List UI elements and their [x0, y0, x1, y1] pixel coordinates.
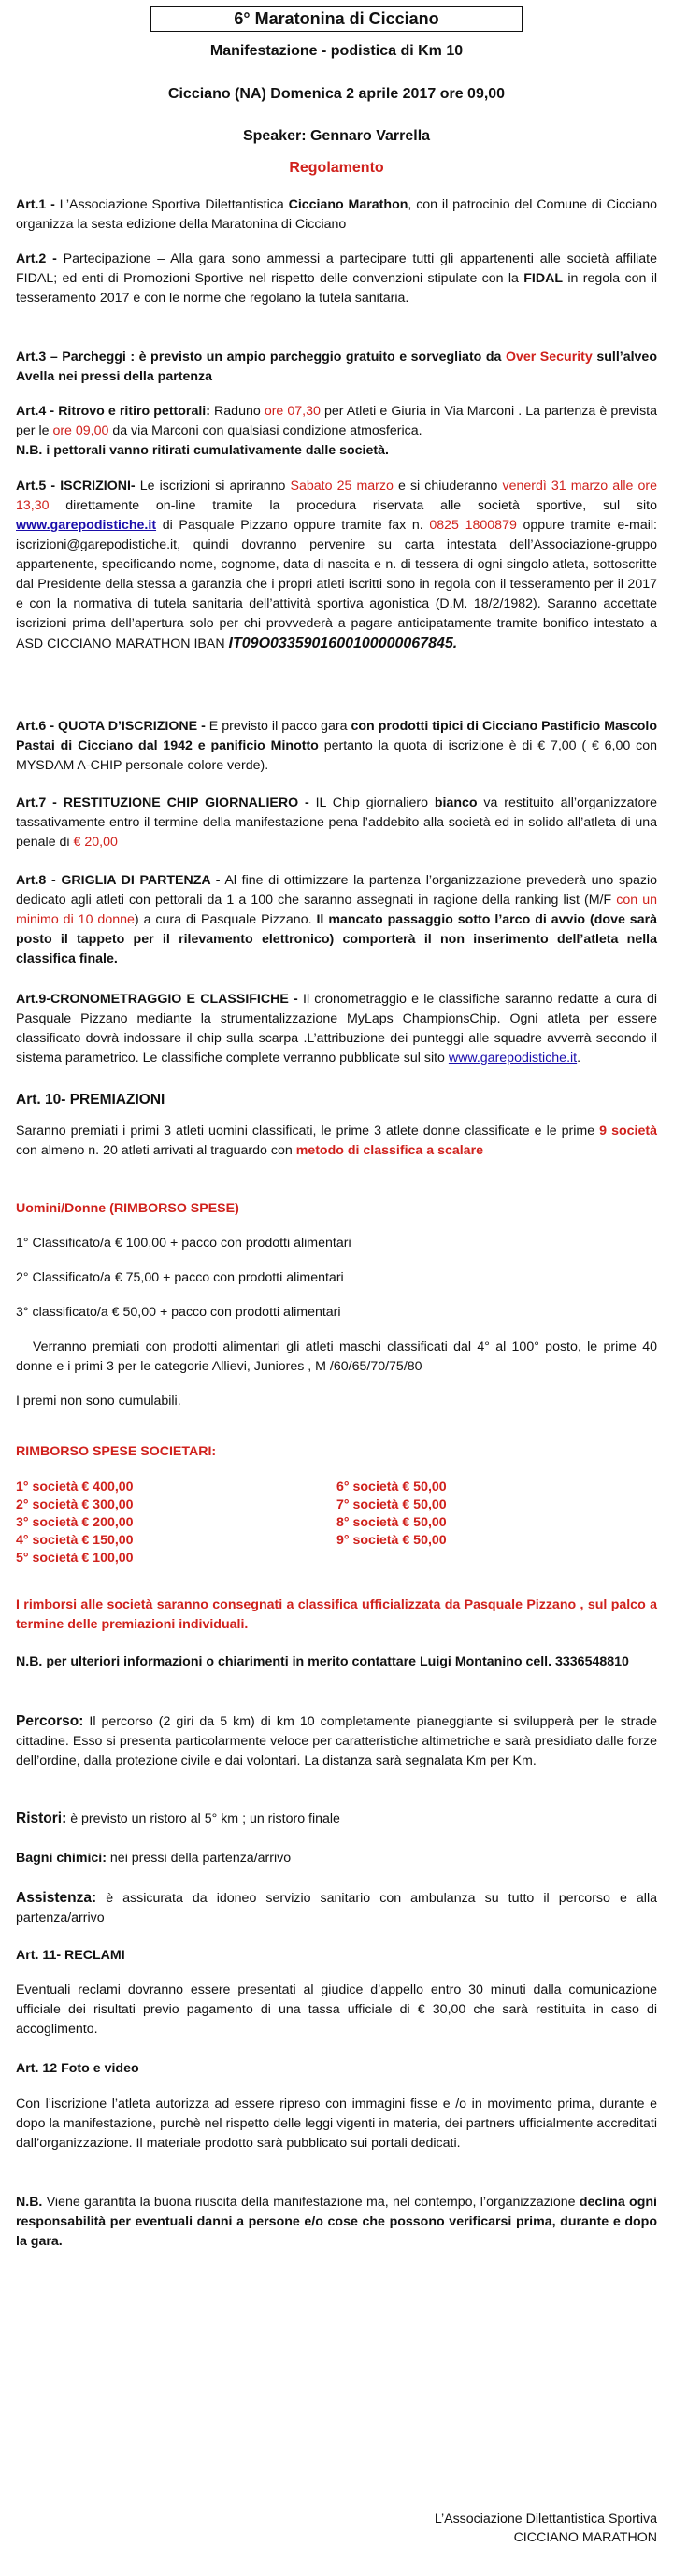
prize-1: 1° Classificato/a € 100,00 + pacco con prodotti alimentari — [16, 1236, 351, 1251]
art-7-label: Art.7 - RESTITUZIONE CHIP GIORNALIERO - — [16, 795, 309, 810]
art-1: Art.1 - L’Associazione Sportiva Dilettantistica Cicciano Marathon, con il patrocinio del Comune di Cicciano organizza la sesta edizione della Maratonina di Cicciano — [16, 197, 657, 232]
art-11-text: Eventuali reclami dovranno essere presentati al giudice d’appello entro 30 minuti dalla comunicazione ufficiale dei risultati previo pagamento di una tassa ufficiale di € 30,00 che sarà restituita in caso di accoglimento. — [16, 1982, 657, 2037]
signature-line-1: L’Associazione Dilettantistica Sportiva — [434, 2512, 657, 2526]
art-5-label: Art.5 - ISCRIZIONI- — [16, 479, 136, 494]
art-4: Art.4 - Ritrovo e ritiro pettorali: Raduno ore 07,30 per Atleti e Giuria in Via Marconi . La partenza è prevista per le ore 09,00 da via Marconi con qualsiasi condizione atmosferica. N.B. i pettorali vanno ritirati cumulativamente dalle società. — [16, 404, 658, 458]
art-3: Art.3 – Parcheggi : è previsto un ampio parcheggio gratuito e sorvegliato da Over Security sull’alveo Avella nei pressi della partenza — [16, 350, 657, 384]
art-5: Art.5 - ISCRIZIONI- Le iscrizioni si apriranno Sabato 25 marzo e si chiuderanno venerdì 31 marzo alle ore 13,30 direttamente on-line tramite la procedura riservata alle società sportive, sul sito www.garepodistiche.it di Pasquale Pizzano oppure tramite fax n. 0825 1800879 oppure tramite e-mail: iscrizioni@garepodistiche.it, quindi dovranno pervenire su carta intestata dell’Associazione-gruppo appartenente, specificando nome, cognome, data di nascita e n. di tessera di ogni singolo atleta, sottoscritte dal Presidente della stessa a garanzia che i propri atleti iscritti sono in regola con il tesseramento per il 2017 e con la normativa di tutela sanitaria dell’attività sportiva agonistica (D.M. 18/2/1982). Saranno accettate iscrizioni prima dell’apertura solo per chi provvederà a pagare anticipatamente tramite bonifico intestato a ASD CICCIANO MARATHON IBAN IT09O0335901600100000067845. — [16, 479, 657, 651]
art-6: Art.6 - QUOTA D’ISCRIZIONE - E previsto il pacco gara con prodotti tipici di Cicciano Pastificio Mascolo Pastai di Cicciano dal 1942 e panificio Minotto pertanto la quota di iscrizione è di € 7,00 ( € 6,00 con MYSDAM A-CHIP personale colore verde). — [16, 719, 657, 773]
societa-8: 8° società € 50,00 — [336, 1515, 447, 1530]
prize-2: 2° Classificato/a € 75,00 + pacco con prodotti alimentari — [16, 1270, 344, 1285]
premi-non-cumulabili: I premi non sono cumulabili. — [16, 1394, 181, 1409]
societa-list-left — [16, 1479, 134, 1567]
art-12-heading: Art. 12 Foto e video — [16, 2061, 139, 2076]
societa-1: 1° società € 400,00 — [16, 1480, 134, 1495]
societa-2: 2° società € 300,00 — [16, 1497, 134, 1512]
societa-9: 9° società € 50,00 — [336, 1533, 447, 1548]
rimborsi-note: I rimborsi alle società saranno consegnati a classifica ufficializzata da Pasquale Pizzano , sul palco a termine delle premiazioni individuali. — [16, 1597, 657, 1632]
speaker: Speaker: Gennaro Varrella — [242, 128, 431, 144]
art-3-label: Art.3 – — [16, 350, 63, 365]
event-subtitle: Manifestazione - podistica di Km 10 — [209, 43, 464, 59]
art-4-label: Art.4 - Ritrovo e ritiro pettorali: — [16, 404, 210, 419]
societa-4: 4° società € 150,00 — [16, 1533, 134, 1548]
art-2-label: Art.2 - — [16, 251, 64, 266]
premi-alimentari: Verranno premiati con prodotti alimentari gli atleti maschi classificati dal 4° al 100° posto, le prime 40 donne e i primi 3 per le categorie Allievi, Juniores , M /60/65/70/75/80 — [16, 1339, 657, 1374]
art-8: Art.8 - GRIGLIA DI PARTENZA - Al fine di ottimizzare la partenza l’organizzazione prevederà uno spazio dedicato agli atleti con pettorali da 1 a 100 che saranno assegnati in ragione della ranking list (M/F con un minimo di 10 donne) a cura di Pasquale Pizzano. Il mancato passaggio sotto l’arco di avvio (dove sarà posto il tappeto per il rilevamento elettronico) comporterà il non inserimento dell’atleta nella classifica finale. — [16, 873, 658, 966]
regolamento-heading: Regolamento — [289, 160, 384, 176]
societa-list-right — [336, 1479, 447, 1550]
art-6-label: Art.6 - QUOTA D’ISCRIZIONE - — [16, 719, 206, 734]
rimborso-title: RIMBORSO SPESE SOCIETARI: — [16, 1444, 217, 1459]
percorso-label: Percorso: — [16, 1713, 84, 1729]
art-9: Art.9-CRONOMETRAGGIO E CLASSIFICHE - Il cronometraggio e le classifiche saranno redatte a cura di Pasquale Pizzano mediante la strumentalizzazione MyLaps ChampionsChip. Ogni atleta per essere classificato dovrà indossare il chip sulla scarpa .L’attribuzione dei punteggi alle squadre avverrà secondo il sistema parametrico. Le classifiche complete verranno pubblicate sul sito www.garepodistiche.it. — [16, 992, 657, 1066]
bagni-chimici: Bagni chimici: nei pressi della partenza/arrivo — [16, 1851, 292, 1866]
art-11-heading: Art. 11- RECLAMI — [16, 1948, 125, 1963]
prize-3: 3° classificato/a € 50,00 + pacco con prodotti alimentari — [16, 1305, 341, 1320]
event-date: Cicciano (NA) Domenica 2 aprile 2017 ore 09,00 — [167, 86, 506, 102]
art-2: Art.2 - Partecipazione – Alla gara sono ammessi a partecipare tutti gli appartenenti alle società affiliate FIDAL; ed enti di Promozioni Sportive nel rispetto delle convenzioni stipulate con la FIDAL in regola con il tesseramento 2017 e con le norme che regolano la tutela sanitaria. — [16, 251, 658, 306]
garepodistiche-link-2[interactable]: www.garepodistiche.it — [448, 1051, 578, 1066]
signature — [435, 2510, 657, 2547]
art-12-text: Con l’iscrizione l’atleta autorizza ad essere ripreso con immagini fisse e /o in movimento prima, durante e dopo la manifestazione, purchè nel rispetto delle leggi vigenti in materia, dei partners ufficialmente accreditati dall’organizzazione. Il materiale prodotto sarà pubblicato sui portali dedicati. — [16, 2097, 657, 2151]
art-9-label: Art.9-CRONOMETRAGGIO E CLASSIFICHE - — [16, 992, 298, 1007]
societa-6: 6° società € 50,00 — [336, 1480, 447, 1495]
ristori: Ristori: è previsto un ristoro al 5° km ; un ristoro finale — [16, 1810, 340, 1826]
art-10-intro: Saranno premiati i primi 3 atleti uomini classificati, le prime 3 atlete donne classificate e le prime 9 società con almeno n. 20 atleti arrivati al traguardo con metodo di classifica a scalare — [16, 1123, 657, 1158]
societa-5: 5° società € 100,00 — [16, 1551, 134, 1566]
garepodistiche-link[interactable]: www.garepodistiche.it — [16, 518, 157, 533]
uomini-donne-title: Uomini/Donne (RIMBORSO SPESE) — [16, 1201, 239, 1216]
societa-3: 3° società € 200,00 — [16, 1515, 134, 1530]
assistenza: Assistenza: è assicurata da idoneo servizio sanitario con ambulanza su tutto il percorso e alla partenza/arrivo — [16, 1890, 657, 1925]
percorso: Percorso: Il percorso (2 giri da 5 km) di km 10 completamente pianeggiante si svilupperà per le strade cittadine. Esso si presenta particolarmente veloce per caratteristiche altimetriche e sarà presidiato dalle forze dell’ordine, dalla protezione civile e dai volontari. La distanza sarà segnalata Km per Km. — [16, 1713, 657, 1768]
art-10-heading: Art. 10- PREMIAZIONI — [16, 1092, 165, 1108]
signature-line-2: CICCIANO MARATHON — [513, 2530, 657, 2545]
iban: IT09O0335901600100000067845. — [228, 636, 458, 651]
art-7: Art.7 - RESTITUZIONE CHIP GIORNALIERO - IL Chip giornaliero bianco va restituito all’organizzatore tassativamente entro il termine della manifestazione pena l’addebito alla società ed in solido all’atleta di una penale di € 20,00 — [16, 795, 657, 850]
societa-7: 7° società € 50,00 — [336, 1497, 447, 1512]
nb-final: N.B. Viene garantita la buona riuscita della manifestazione ma, nel contempo, l’organizzazione declina ogni responsabilità per eventuali danni a persone e/o cose che possono verificarsi prima, durante e dopo la gara. — [16, 2195, 657, 2249]
page-title: 6° Maratonina di Cicciano — [150, 6, 523, 32]
art-1-label: Art.1 - — [16, 197, 60, 212]
art-8-label: Art.8 - GRIGLIA DI PARTENZA - — [16, 873, 221, 888]
nb-contact: N.B. per ulteriori informazioni o chiarimenti in merito contattare Luigi Montanino cell. 3336548810 — [16, 1654, 629, 1669]
